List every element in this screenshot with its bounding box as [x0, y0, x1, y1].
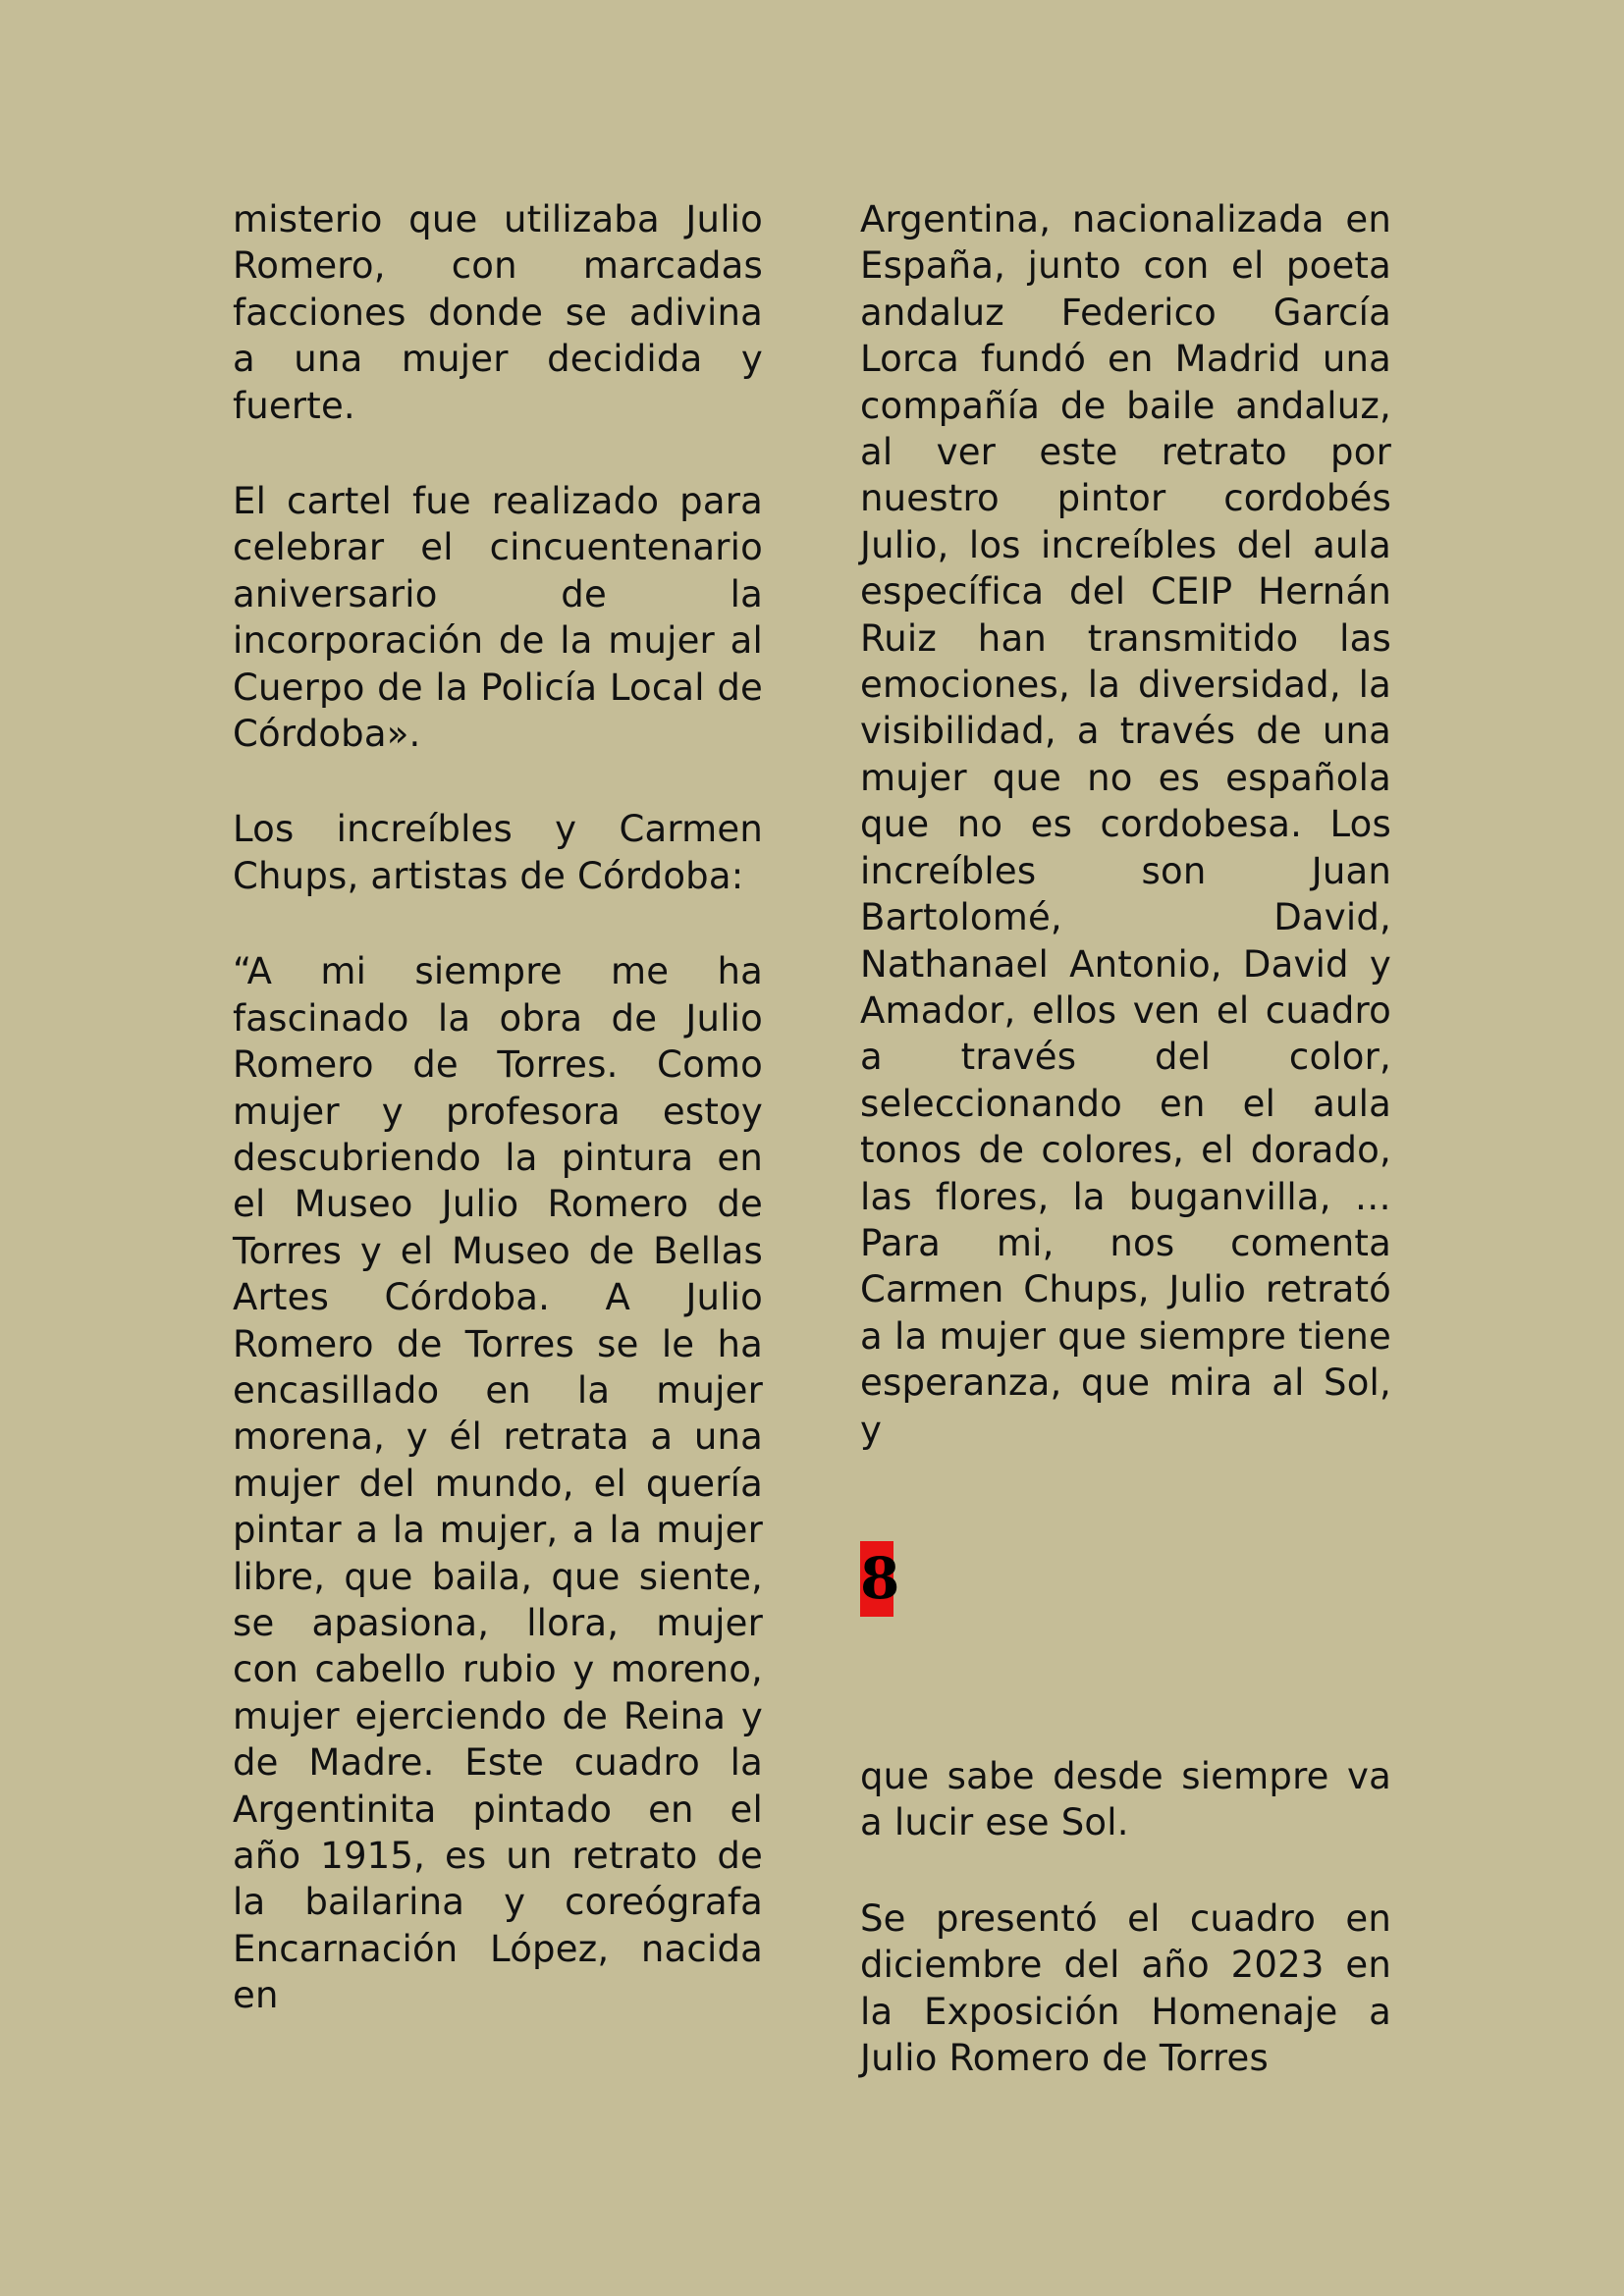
- left-text-column: [233, 196, 763, 2068]
- paragraph-argentina: Argentina, nacionalizada en España, junto con el poeta andaluz Federico García Lorca fundó en Madrid una compañía de baile andaluz, al ver este retrato por nuestro pintor cordobés Julio, los increíbles del aula específica del CEIP Hernán Ruiz han transmitido las emociones, la diversidad, la visibilidad, a través de una mujer que no es española que no es cordobesa. Los increíbles son Juan Bartolomé, David, Nathanael Antonio, David y Amador, ellos ven el cuadro a través del color, seleccionando en el aula tonos de colores, el dorado, las flores, la buganvilla, … Para mi, nos comenta Carmen Chups, Julio retrató a la mujer que siempre tiene esperanza, que mira al Sol, y: [860, 198, 1391, 1451]
- paragraph-presentacion: Se presentó el cuadro en diciembre del año 2023 en la Exposición Homenaje a Julio Romero de Torres: [860, 1896, 1391, 2080]
- right-text-column-lower: [860, 1753, 1391, 2130]
- page-number-badge: 8: [860, 1541, 893, 1617]
- paragraph-misterio: misterio que utilizaba Julio Romero, con marcadas facciones donde se adivina a una mujer decidida y fuerte.: [233, 198, 763, 427]
- paragraph-increibles-heading: Los increíbles y Carmen Chups, artistas de Córdoba:: [233, 808, 763, 897]
- paragraph-quote: “A mi siempre me ha fascinado la obra de Julio Romero de Torres. Como mujer y profesora estoy descubriendo la pintura en el Museo Julio Romero de Torres y el Museo de Bellas Artes Córdoba. A Julio Romero de Torres se le ha encasillado en la mujer morena, y él retrata a una mujer del mundo, el quería pintar a la mujer, a la mujer libre, que baila, que siente, se apasiona, llora, mujer con cabello rubio y moreno, mujer ejerciendo de Reina y de Madre. Este cuadro la Argentinita pintado en el año 1915, es un retrato de la bailarina y coreógrafa Encarnación López, nacida en: [233, 950, 763, 2017]
- paragraph-sol: que sabe desde siempre va a lucir ese Sol.: [860, 1755, 1391, 1844]
- right-text-column: [860, 196, 1391, 1502]
- paragraph-cartel: El cartel fue realizado para celebrar el cincuentenario aniversario de la incorporación de la mujer al Cuerpo de la Policía Local de Córdoba».: [233, 480, 763, 756]
